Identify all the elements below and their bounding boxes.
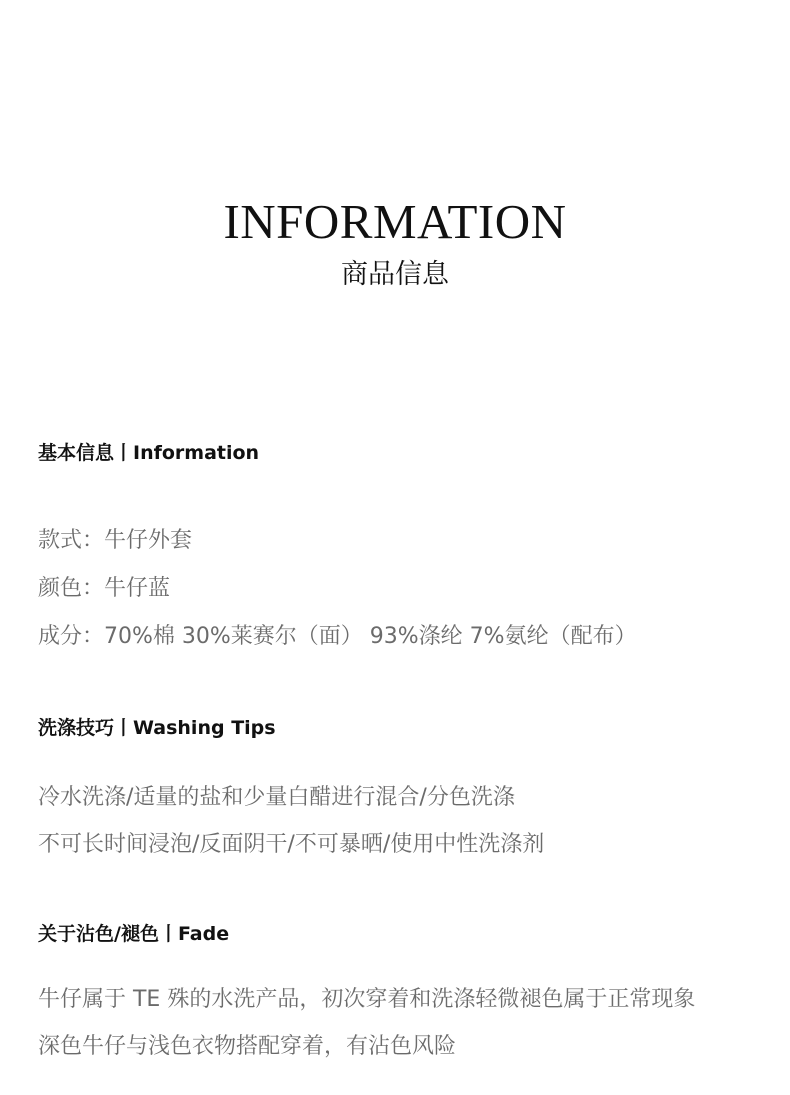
fade-line-1: 牛仔属于 TE 殊的水洗产品，初次穿着和洗涤轻微褪色属于正常现象 [38, 987, 696, 1012]
page-title-en: INFORMATION [223, 194, 567, 249]
fade-heading: 关于沾色/褪色丨Fade [38, 923, 230, 945]
composition-line: 成分：70%棉 30%莱赛尔（面） 93%涤纶 7%氨纶（配布） [38, 624, 637, 649]
basic-info-heading: 基本信息丨Information [38, 442, 260, 464]
washing-tip-line-2: 不可长时间浸泡/反面阴干/不可暴晒/使用中性洗涤剂 [38, 832, 545, 857]
color-line: 颜色：牛仔蓝 [38, 576, 171, 601]
washing-tips-heading: 洗涤技巧丨Washing Tips [38, 717, 276, 739]
page-title-cn: 商品信息 [341, 259, 449, 290]
washing-tip-line-1: 冷水洗涤/适量的盐和少量白醋进行混合/分色洗涤 [38, 785, 515, 810]
fade-line-2: 深色牛仔与浅色衣物搭配穿着，有沾色风险 [38, 1034, 457, 1059]
style-line: 款式：牛仔外套 [38, 528, 193, 553]
